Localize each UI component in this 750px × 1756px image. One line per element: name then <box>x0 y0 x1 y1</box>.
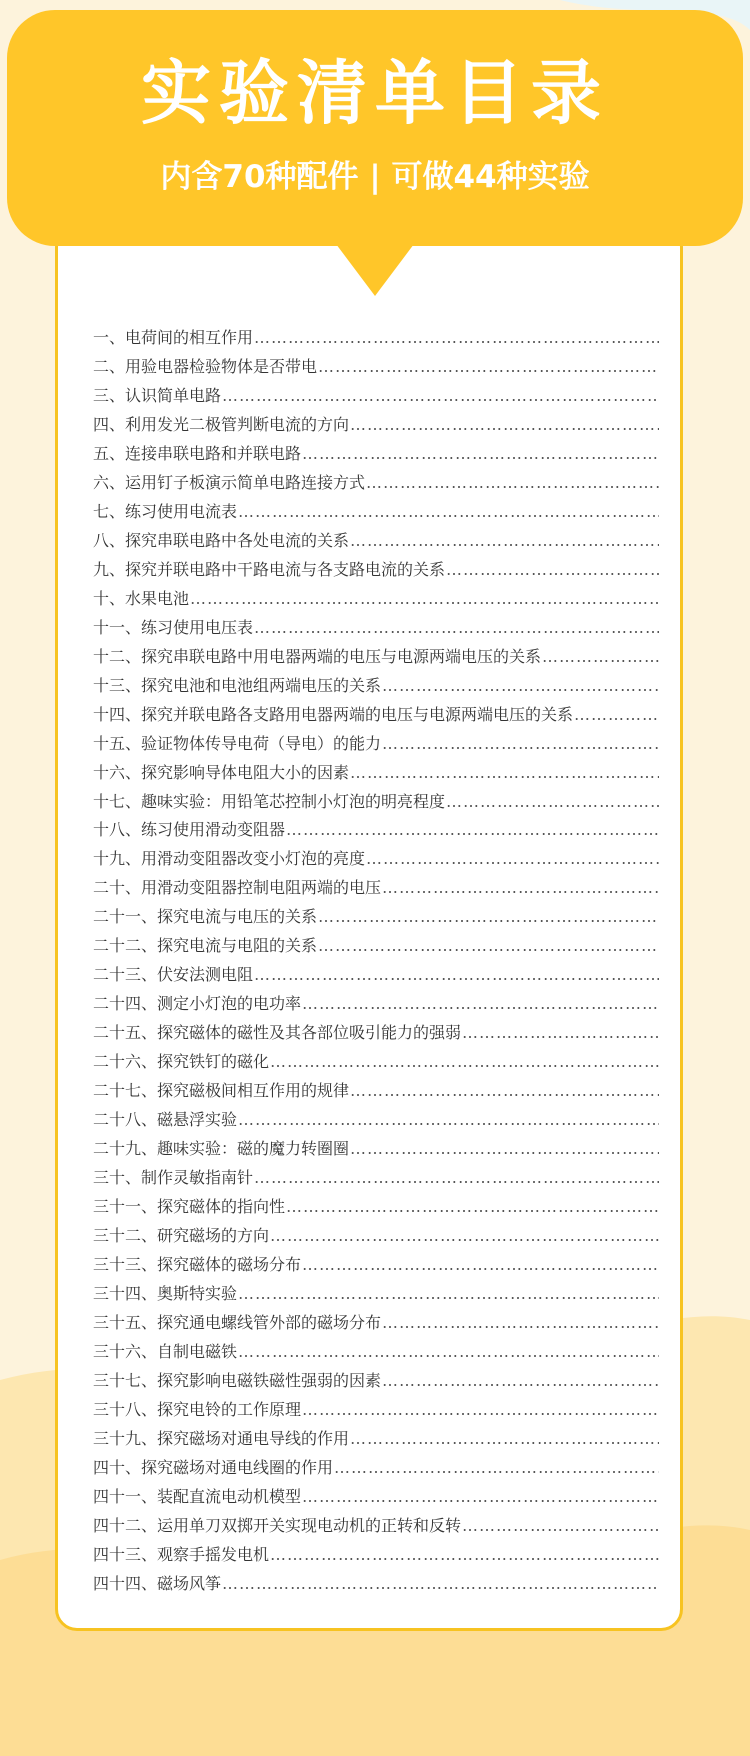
list-item <box>93 760 659 789</box>
page-subtitle: 内含70种配件 | 可做44种实验 <box>160 159 590 195</box>
list-item <box>93 383 659 412</box>
dot-leader <box>302 1487 659 1506</box>
dot-leader <box>190 589 659 608</box>
list-item <box>93 470 659 499</box>
page-title: 实验清单目录 <box>141 52 609 134</box>
experiment-label: 二十二、探究电流与电阻的关系 <box>93 936 318 956</box>
experiment-label: 十三、探究电池和电池组两端电压的关系 <box>93 675 382 695</box>
experiment-label: 四十三、观察手摇发电机 <box>93 1544 270 1564</box>
experiment-label: 十五、验证物体传导电荷（导电）的能力 <box>93 733 382 753</box>
experiment-label: 二十六、探究铁钉的磁化 <box>93 1052 270 1072</box>
experiment-label: 一、电荷间的相互作用 <box>93 328 254 347</box>
list-item <box>93 1397 659 1426</box>
dot-leader <box>302 444 659 463</box>
experiment-label: 八、探究串联电路中各处电流的关系 <box>93 530 350 550</box>
experiment-label: 十一、练习使用电压表 <box>93 617 254 637</box>
experiment-label: 三十八、探究电铃的工作原理 <box>93 1399 302 1419</box>
list-item <box>93 904 659 933</box>
experiment-label: 二十四、测定小灯泡的电功率 <box>93 994 302 1014</box>
list-item <box>93 1165 659 1194</box>
dot-leader <box>382 1371 659 1390</box>
experiment-label: 四十、探究磁场对通电线圈的作用 <box>93 1457 334 1477</box>
experiment-label: 三十七、探究影响电磁铁磁性强弱的因素 <box>93 1370 382 1390</box>
dot-leader <box>350 1139 659 1158</box>
experiment-label: 二十七、探究磁极间相互作用的规律 <box>93 1081 350 1101</box>
dot-leader <box>318 907 659 926</box>
dot-leader <box>350 1081 659 1100</box>
dot-leader <box>254 965 659 984</box>
header-pointer <box>333 240 417 296</box>
dot-leader <box>318 936 659 955</box>
list-item <box>93 1484 659 1513</box>
dot-leader <box>286 1197 659 1216</box>
experiment-label: 三十、制作灵敏指南针 <box>93 1168 254 1188</box>
experiment-label: 二十五、探究磁体的磁性及其各部位吸引能力的强弱 <box>93 1023 462 1043</box>
list-item <box>93 499 659 528</box>
experiment-label: 二十八、磁悬浮实验 <box>93 1110 238 1130</box>
dot-leader <box>254 618 659 637</box>
list-item <box>93 644 659 673</box>
dot-leader <box>238 502 659 521</box>
list-item <box>93 441 659 470</box>
list-item <box>93 1078 659 1107</box>
dot-leader <box>350 531 659 550</box>
experiment-label: 四、利用发光二极管判断电流的方向 <box>93 414 350 434</box>
header-banner <box>7 10 743 246</box>
experiment-label: 四十四、磁场风筝 <box>93 1573 222 1593</box>
list-item <box>93 1136 659 1165</box>
dot-leader <box>302 1255 659 1274</box>
list-item <box>93 557 659 586</box>
list-item <box>93 1020 659 1049</box>
list-item <box>93 1049 659 1078</box>
experiment-label: 三十六、自制电磁铁 <box>93 1341 238 1361</box>
experiment-label: 四十二、运用单刀双掷开关实现电动机的正转和反转 <box>93 1515 462 1535</box>
experiment-label: 三十二、研究磁场的方向 <box>93 1226 270 1246</box>
experiment-label: 六、运用钉子板演示简单电路连接方式 <box>93 472 366 492</box>
dot-leader <box>350 763 659 782</box>
experiment-label: 二十一、探究电流与电压的关系 <box>93 907 318 927</box>
dot-leader <box>238 1342 659 1361</box>
dot-leader <box>302 1400 659 1419</box>
experiment-label: 十、水果电池 <box>93 588 190 608</box>
dot-leader <box>222 386 659 405</box>
list-item <box>93 1368 659 1397</box>
list-item <box>93 1426 659 1455</box>
list-item <box>93 586 659 615</box>
dot-leader <box>446 560 659 579</box>
list-item <box>93 1281 659 1310</box>
experiment-label: 三十一、探究磁体的指向性 <box>93 1197 286 1217</box>
dot-leader <box>238 1110 659 1129</box>
list-item <box>93 1513 659 1542</box>
experiment-label: 二、用验电器检验物体是否带电 <box>93 356 318 376</box>
list-item <box>93 991 659 1020</box>
list-item <box>93 1571 659 1600</box>
dot-leader <box>254 328 659 347</box>
experiment-label: 五、连接串联电路和并联电路 <box>93 443 302 463</box>
list-item <box>93 1223 659 1252</box>
experiment-label: 二十、用滑动变阻器控制电阻两端的电压 <box>93 878 382 898</box>
list-item <box>93 846 659 875</box>
list-item <box>93 325 659 354</box>
experiment-label: 四十一、装配直流电动机模型 <box>93 1486 302 1506</box>
list-item <box>93 875 659 904</box>
list-item <box>93 962 659 991</box>
list-item <box>93 1542 659 1571</box>
experiment-label: 十四、探究并联电路各支路用电器两端的电压与电源两端电压的关系 <box>93 704 574 724</box>
experiment-label: 三、认识简单电路 <box>93 385 222 405</box>
dot-leader <box>222 1574 659 1593</box>
dot-leader <box>350 1429 659 1448</box>
dot-leader <box>366 849 659 868</box>
experiment-label: 十九、用滑动变阻器改变小灯泡的亮度 <box>93 849 366 869</box>
list-item <box>93 1455 659 1484</box>
dot-leader <box>254 1168 659 1187</box>
experiment-label: 三十五、探究通电螺线管外部的磁场分布 <box>93 1312 382 1332</box>
experiment-label: 十七、趣味实验：用铅笔芯控制小灯泡的明亮程度 <box>93 791 446 811</box>
list-item <box>93 412 659 441</box>
experiment-label: 二十三、伏安法测电阻 <box>93 965 254 985</box>
list-item <box>93 1310 659 1339</box>
dot-leader <box>382 734 659 753</box>
experiment-label: 九、探究并联电路中干路电流与各支路电流的关系 <box>93 559 446 579</box>
experiment-label: 十八、练习使用滑动变阻器 <box>93 820 286 840</box>
list-item <box>93 817 659 846</box>
dot-leader <box>542 647 659 666</box>
list-item <box>93 354 659 383</box>
list-item <box>93 731 659 760</box>
dot-leader <box>462 1516 659 1535</box>
dot-leader <box>446 792 659 811</box>
experiment-label: 三十三、探究磁体的磁场分布 <box>93 1255 302 1274</box>
list-item <box>93 1107 659 1136</box>
dot-leader <box>366 473 659 492</box>
dot-leader <box>270 1545 659 1564</box>
dot-leader <box>286 820 659 839</box>
list-item <box>93 789 659 818</box>
experiment-label: 三十九、探究磁场对通电导线的作用 <box>93 1428 350 1448</box>
experiment-label: 十二、探究串联电路中用电器两端的电压与电源两端电压的关系 <box>93 646 542 666</box>
dot-leader <box>382 878 659 897</box>
experiment-list <box>93 325 659 1600</box>
list-item <box>93 615 659 644</box>
list-item <box>93 933 659 962</box>
experiment-label: 十六、探究影响导体电阻大小的因素 <box>93 762 350 782</box>
dot-leader <box>382 1313 659 1332</box>
list-item <box>93 528 659 557</box>
dot-leader <box>334 1458 659 1477</box>
dot-leader <box>270 1226 659 1245</box>
dot-leader <box>462 1023 659 1042</box>
list-item <box>93 1194 659 1223</box>
list-item <box>93 1339 659 1368</box>
experiment-label: 二十九、趣味实验：磁的魔力转圈圈 <box>93 1139 350 1159</box>
dot-leader <box>302 994 659 1013</box>
dot-leader <box>574 705 659 724</box>
experiment-label: 七、练习使用电流表 <box>93 501 238 521</box>
dot-leader <box>318 357 659 376</box>
experiment-label: 三十四、奥斯特实验 <box>93 1283 238 1303</box>
dot-leader <box>350 415 659 434</box>
dot-leader <box>382 676 659 695</box>
list-item <box>93 1252 659 1281</box>
dot-leader <box>238 1284 659 1303</box>
dot-leader <box>270 1052 659 1071</box>
list-item <box>93 673 659 702</box>
list-item <box>93 702 659 731</box>
